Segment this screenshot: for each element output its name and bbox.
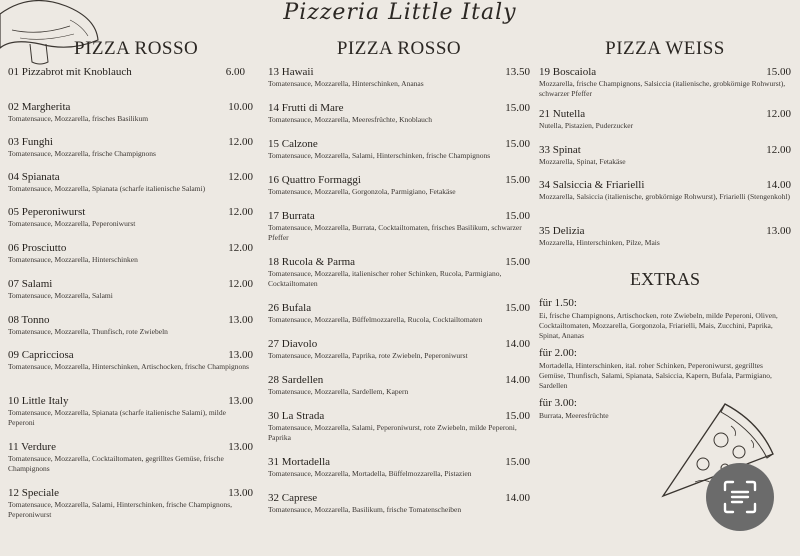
item-price: 13.00 [228, 487, 253, 499]
item-price: 12.00 [228, 242, 253, 254]
extras-price-label: für 1.50: [539, 297, 577, 309]
item-price: 15.00 [505, 410, 530, 422]
menu-item [8, 487, 253, 523]
item-name: 33 Spinat [539, 144, 581, 156]
item-name: 18 Rucola & Parma [268, 256, 356, 268]
item-price: 12.00 [228, 206, 253, 218]
extras-description: Mortadella, Hinterschinken, ital. roher Schinken, Peperoniwurst, gegrilltes Gemüse, Thunfisch, Salami, Spianata, Salsiccia, Kapern, Bufala, Parmigiano, Sardellen [539, 361, 772, 390]
item-name: 09 Capricciosa [8, 349, 74, 361]
item-name: 10 Little Italy [8, 395, 69, 407]
menu-item [268, 210, 530, 256]
item-price: 14.00 [505, 338, 530, 350]
menu-item [539, 66, 791, 108]
menu-item [268, 410, 530, 456]
item-description: Tomatensauce, Mozzarella, Peperoniwurst [8, 219, 136, 228]
item-price: 13.00 [766, 225, 791, 237]
item-price: 15.00 [505, 302, 530, 314]
column-pizza-weiss [539, 38, 791, 427]
item-price: 15.00 [766, 66, 791, 78]
item-description: Tomatensauce, Mozzarella, Salami, Hinterschinken, frische Champignons, Peperoniwurst [8, 500, 232, 519]
item-description: Tomatensauce, Mozzarella, Cocktailtomaten, gegrilltes Gemüse, frische Champignons [8, 454, 224, 473]
menu-item [268, 456, 530, 492]
item-price: 13.00 [228, 441, 253, 453]
menu-item [8, 242, 253, 278]
item-description: Tomatensauce, Mozzarella, Burrata, Cocktailtomaten, frisches Basilikum, schwarzer Pfeffer [268, 223, 522, 242]
menu-item [8, 66, 253, 101]
item-name: 19 Boscaiola [539, 66, 597, 78]
item-name: 26 Bufala [268, 302, 312, 314]
menu-item [268, 374, 530, 410]
item-name: 27 Diavolo [268, 338, 318, 350]
menu-item [8, 171, 253, 206]
item-name: 16 Quattro Formaggi [268, 174, 361, 186]
page-title: Pizzeria Little Italy [283, 0, 517, 25]
menu-item [539, 108, 791, 144]
item-description: Tomatensauce, Mozzarella, Spianata (scharfe italienische Salami) [8, 184, 206, 193]
item-description: Tomatensauce, Mozzarella, Gorgonzola, Parmigiano, Fetakäse [268, 187, 456, 196]
item-price: 15.00 [505, 174, 530, 186]
menu-item [268, 174, 530, 210]
extras-heading: EXTRAS [629, 269, 700, 289]
extras-description: Ei, frische Champignons, Artischocken, rote Zwiebeln, milde Peperoni, Oliven, Cocktailtomaten, Mozzarella, Gorgonzola, Friarielli, Mais, Zucchini, Paprika, Spinat, Ananas [539, 311, 778, 340]
menu-item [268, 492, 530, 522]
item-description: Tomatensauce, Mozzarella, Salami, Peperoniwurst, rote Zwiebeln, milde Peperoni, Paprika [268, 423, 517, 442]
item-description: Tomatensauce, Mozzarella, Salami [8, 291, 113, 300]
item-name: 05 Peperoniwurst [8, 206, 86, 218]
item-name: 28 Sardellen [268, 374, 324, 386]
item-name: 34 Salsiccia & Friarielli [539, 179, 645, 191]
item-name: 32 Caprese [268, 492, 318, 504]
item-description: Tomatensauce, Mozzarella, Basilikum, frische Tomatenscheiben [268, 505, 462, 514]
item-price: 14.00 [766, 179, 791, 191]
item-price: 15.00 [505, 138, 530, 150]
menu-item [8, 349, 253, 395]
item-name: 17 Burrata [268, 210, 315, 222]
item-name: 35 Delizia [539, 225, 585, 237]
section-heading: PIZZA ROSSO [336, 38, 462, 59]
item-name: 11 Verdure [8, 441, 56, 453]
menu-item [268, 66, 530, 102]
extras-price-label: für 3.00: [539, 397, 577, 409]
item-description: Tomatensauce, Mozzarella, frische Champignons [8, 149, 156, 158]
item-name: 07 Salami [8, 278, 53, 290]
item-price: 15.00 [505, 102, 530, 114]
item-description: Tomatensauce, Mozzarella, Büffelmozzarella, Rucola, Cocktailtomaten [268, 315, 483, 324]
item-price: 15.00 [505, 210, 530, 222]
menu-item [8, 206, 253, 242]
column-pizza-rosso-1 [8, 38, 253, 523]
item-name: 21 Nutella [539, 108, 586, 120]
item-price: 15.00 [505, 456, 530, 468]
item-name: 13 Hawaii [268, 66, 314, 78]
menu-item [268, 102, 530, 138]
menu-item [268, 256, 530, 302]
item-description: Mozzarella, Hinterschinken, Pilze, Mais [539, 238, 660, 247]
menu-item [8, 441, 253, 487]
item-price: 15.00 [505, 256, 530, 268]
item-description: Tomatensauce, Mozzarella, Hinterschinken, Artischocken, frische Champignons [8, 362, 249, 371]
item-price: 13.50 [505, 66, 530, 78]
scan-text-button[interactable] [706, 463, 774, 531]
item-price: 13.00 [228, 349, 253, 361]
item-description: Tomatensauce, Mozzarella, frisches Basilikum [8, 114, 149, 123]
item-price: 6.00 [225, 66, 245, 78]
extras-group [539, 347, 791, 391]
section-heading: PIZZA ROSSO [74, 38, 199, 59]
extras-price-label: für 2.00: [539, 347, 577, 359]
item-description: Mozzarella, frische Champignons, Salsiccia (italienische, grobkörnige Rohwurst), schwarzer Pfeffer [539, 79, 786, 98]
item-name: 14 Frutti di Mare [268, 102, 344, 114]
item-price: 12.00 [766, 108, 791, 120]
item-description: Tomatensauce, Mozzarella, Sardellem, Kapern [268, 387, 409, 396]
item-description: Nutella, Pistazien, Puderzucker [539, 121, 634, 130]
item-name: 03 Funghi [8, 136, 53, 148]
menu-item [539, 225, 791, 251]
item-price: 13.00 [228, 314, 253, 326]
item-description: Mozzarella, Spinat, Fetakäse [539, 157, 626, 166]
item-price: 12.00 [228, 278, 253, 290]
item-price: 12.00 [766, 144, 791, 156]
section-heading: PIZZA WEISS [605, 38, 725, 59]
item-name: 01 Pizzabrot mit Knoblauch [8, 66, 132, 78]
item-price: 12.00 [228, 171, 253, 183]
item-description: Tomatensauce, Mozzarella, Paprika, rote Zwiebeln, Peperoniwurst [268, 351, 468, 360]
item-name: 08 Tonno [8, 314, 50, 326]
item-description: Tomatensauce, Mozzarella, Spianata (scharfe italienische Salami), milde Peperoni [8, 408, 226, 427]
column-pizza-rosso-2 [268, 38, 530, 522]
item-description: Tomatensauce, Mozzarella, Mortadella, Büffelmozzarella, Pistazien [268, 469, 472, 478]
item-name: 06 Prosciutto [8, 242, 67, 254]
menu-item [539, 179, 791, 225]
item-description: Tomatensauce, Mozzarella, Salami, Hinterschinken, frische Champignons [268, 151, 491, 160]
extras-description: Burrata, Meeresfrüchte [539, 411, 609, 420]
menu-item [8, 101, 253, 136]
item-price: 14.00 [505, 492, 530, 504]
item-description: Tomatensauce, Mozzarella, italienischer roher Schinken, Rucola, Parmigiano, Cocktailtomaten [268, 269, 502, 288]
item-description: Tomatensauce, Mozzarella, Hinterschinken, Ananas [268, 79, 424, 88]
menu-item [268, 302, 530, 338]
menu-item [8, 395, 253, 441]
item-name: 15 Calzone [268, 138, 318, 150]
item-description: Mozzarella, Salsiccia (italienische, grobkörnige Rohwurst), Friarielli (Stengenkohl) [539, 192, 790, 201]
item-description: Tomatensauce, Mozzarella, Hinterschinken [8, 255, 138, 264]
item-price: 10.00 [228, 101, 253, 113]
item-price: 14.00 [505, 374, 530, 386]
menu-item [268, 338, 530, 374]
item-name: 02 Margherita [8, 101, 71, 113]
item-name: 31 Mortadella [268, 456, 331, 468]
item-name: 12 Speciale [8, 487, 60, 499]
item-description: Tomatensauce, Mozzarella, Meeresfrüchte, Knoblauch [268, 115, 432, 124]
menu-item [539, 144, 791, 179]
item-name: 04 Spianata [8, 171, 60, 183]
extras-group [539, 297, 791, 341]
menu-item [8, 314, 253, 349]
item-description: Tomatensauce, Mozzarella, Thunfisch, rote Zwiebeln [8, 327, 168, 336]
menu-item [8, 136, 253, 171]
menu-item [268, 138, 530, 174]
item-price: 12.00 [228, 136, 253, 148]
item-name: 30 La Strada [268, 410, 325, 422]
item-price: 13.00 [228, 395, 253, 407]
menu-item [8, 278, 253, 314]
scan-text-icon [722, 479, 758, 515]
